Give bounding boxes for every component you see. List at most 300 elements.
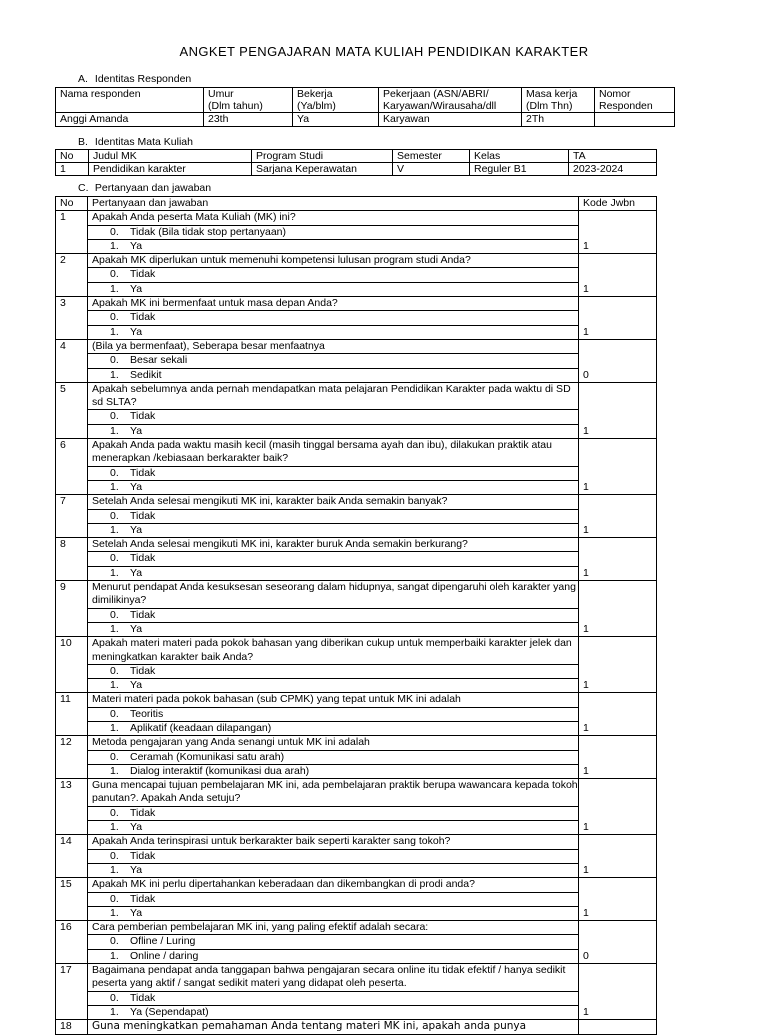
section-c-letter: C. [78, 182, 89, 194]
section-b-heading [78, 136, 193, 148]
option-no-cell [56, 892, 88, 906]
option-number: 0. [110, 354, 119, 367]
option-cell [88, 424, 579, 438]
option-label: Ya [130, 863, 143, 876]
option-label: Ya [130, 424, 143, 437]
question-number: 17 [56, 964, 88, 992]
option-number: 1. [110, 1005, 119, 1018]
option-number: 0. [110, 552, 119, 565]
answer-code-cell [579, 1020, 657, 1034]
option-cell [88, 849, 579, 863]
answer-code: 1 [583, 480, 589, 493]
option-no-cell [56, 906, 88, 920]
option-no-cell [56, 424, 88, 438]
question-text: Setelah Anda selesai mengikuti MK ini, karakter baik Anda semakin banyak? [88, 495, 579, 509]
header-pertanyaan: Pertanyaan dan jawaban [88, 197, 579, 211]
option-number: 0. [110, 806, 119, 819]
section-a-heading [78, 73, 191, 85]
option-cell [88, 863, 579, 877]
option-label: Tidak (Bila tidak stop pertanyaan) [130, 225, 287, 238]
answer-code-cell [579, 254, 657, 297]
option-number: 1. [110, 906, 119, 919]
answer-code-cell [579, 736, 657, 779]
question-number: 14 [56, 835, 88, 849]
question-text: Materi materi pada pokok bahasan (sub CPMK) yang tepat untuk MK ini adalah [88, 693, 579, 707]
option-row [56, 906, 657, 920]
header-no: No [56, 197, 88, 211]
question-text: Menurut pendapat Anda kesuksesan seseorang dalam hidupnya, sangat dipengaruhi oleh karakter yang dimilikinya? [88, 581, 579, 609]
header-pekerjaan: Pekerjaan (ASN/ABRI/ Karyawan/Wirausaha/dll [379, 88, 522, 113]
option-number: 0. [110, 849, 119, 862]
question-row [56, 382, 657, 410]
respondent-table [55, 87, 675, 127]
option-row [56, 325, 657, 339]
option-label: Ya [130, 821, 143, 834]
option-cell [88, 509, 579, 523]
answer-code: 1 [583, 523, 589, 536]
option-row [56, 410, 657, 424]
option-no-cell [56, 566, 88, 580]
option-number: 1. [110, 679, 119, 692]
option-number: 0. [110, 664, 119, 677]
option-label: Ya [130, 679, 143, 692]
question-number: 3 [56, 297, 88, 311]
question-text: Guna mencapai tujuan pembelajaran MK ini, ada pembelajaran praktik berupa wawancara kepada tokoh panutan?. Apakah Anda setuju? [88, 779, 579, 807]
question-number: 11 [56, 693, 88, 707]
option-cell [88, 368, 579, 382]
answer-code: 1 [583, 821, 589, 834]
answer-code-cell [579, 339, 657, 382]
option-label: Besar sekali [130, 354, 188, 367]
header-nomor-responden: Nomor Responden [595, 88, 675, 113]
option-row [56, 764, 657, 778]
question-text: Metoda pengajaran yang Anda senangi untuk MK ini adalah [88, 736, 579, 750]
header-judul-mk: Judul MK [89, 150, 252, 163]
option-cell [88, 282, 579, 296]
option-label: Ya [130, 566, 143, 579]
answer-code-cell [579, 297, 657, 340]
option-row [56, 863, 657, 877]
question-text: Apakah MK ini perlu dipertahankan keberadaan dan dikembangkan di prodi anda? [88, 878, 579, 892]
question-text: Apakah Anda pada waktu masih kecil (masih tinggal bersama ayah dan ibu), dilakukan praktik atau menerapkan /kebiasaan berkarakter baik? [88, 439, 579, 467]
answer-code-cell [579, 495, 657, 538]
option-number: 1. [110, 239, 119, 252]
respondent-data-row [56, 113, 675, 127]
option-row [56, 354, 657, 368]
option-cell [88, 750, 579, 764]
question-row [56, 439, 657, 467]
answer-code-cell [579, 693, 657, 736]
option-row [56, 311, 657, 325]
option-number: 0. [110, 892, 119, 905]
option-row [56, 239, 657, 253]
answer-code: 1 [583, 906, 589, 919]
option-label: Tidak [130, 608, 156, 621]
option-cell [88, 764, 579, 778]
question-number: 1 [56, 211, 88, 225]
option-number: 1. [110, 523, 119, 536]
question-row [56, 581, 657, 609]
option-no-cell [56, 949, 88, 963]
option-cell [88, 906, 579, 920]
option-cell [88, 225, 579, 239]
answer-code: 1 [583, 566, 589, 579]
option-row [56, 466, 657, 480]
question-number: 6 [56, 439, 88, 467]
option-no-cell [56, 509, 88, 523]
option-number: 1. [110, 721, 119, 734]
option-no-cell [56, 849, 88, 863]
option-number: 1. [110, 368, 119, 381]
answer-code: 1 [583, 282, 589, 295]
option-no-cell [56, 764, 88, 778]
option-no-cell [56, 268, 88, 282]
section-a-letter: A. [78, 73, 88, 85]
option-label: Ya [130, 282, 143, 295]
question-text: Apakah Anda terinspirasi untuk berkarakter baik seperti karakter sang tokoh? [88, 835, 579, 849]
option-no-cell [56, 239, 88, 253]
option-label: Ya [130, 239, 143, 252]
question-text: Guna meningkatkan pemahaman Anda tentang materi MK ini, apakah anda punya [88, 1020, 579, 1034]
option-row [56, 721, 657, 735]
answer-code-cell [579, 921, 657, 964]
respondent-header-row [56, 88, 675, 113]
option-number: 0. [110, 608, 119, 621]
option-no-cell [56, 991, 88, 1005]
option-label: Ya [130, 480, 143, 493]
question-row [56, 736, 657, 750]
option-label: Tidak [130, 466, 156, 479]
option-label: Aplikatif (keadaan dilapangan) [130, 721, 272, 734]
option-cell [88, 949, 579, 963]
option-cell [88, 608, 579, 622]
option-no-cell [56, 707, 88, 721]
option-row [56, 268, 657, 282]
section-c-heading [78, 182, 211, 194]
cell-nama: Anggi Amanda [56, 113, 204, 127]
option-no-cell [56, 311, 88, 325]
option-row [56, 566, 657, 580]
option-no-cell [56, 608, 88, 622]
option-row [56, 523, 657, 537]
option-no-cell [56, 466, 88, 480]
questions-body [56, 211, 657, 1034]
answer-code-cell [579, 637, 657, 693]
question-number: 12 [56, 736, 88, 750]
answer-code: 1 [583, 1005, 589, 1018]
option-no-cell [56, 282, 88, 296]
option-label: Tidak [130, 806, 156, 819]
option-number: 1. [110, 566, 119, 579]
section-b-title: Identitas Mata Kuliah [94, 136, 193, 148]
option-cell [88, 566, 579, 580]
option-number: 0. [110, 750, 119, 763]
questions-header-row [56, 197, 657, 211]
option-row [56, 368, 657, 382]
option-label: Tidak [130, 410, 156, 423]
option-number: 1. [110, 325, 119, 338]
option-number: 0. [110, 268, 119, 281]
option-label: Ya [130, 622, 143, 635]
option-no-cell [56, 664, 88, 678]
question-number: 2 [56, 254, 88, 268]
questions-table [55, 196, 657, 1035]
option-no-cell [56, 622, 88, 636]
question-number: 7 [56, 495, 88, 509]
cell-no: 1 [56, 163, 89, 176]
header-semester: Semester [393, 150, 470, 163]
answer-code-cell [579, 211, 657, 254]
question-row [56, 921, 657, 935]
option-number: 1. [110, 424, 119, 437]
section-a-title: Identitas Responden [94, 73, 192, 85]
answer-code: 0 [583, 368, 589, 381]
option-no-cell [56, 480, 88, 494]
question-row [56, 495, 657, 509]
option-row [56, 750, 657, 764]
option-label: Ya [130, 325, 143, 338]
header-program-studi: Program Studi [252, 150, 393, 163]
option-label: Tidak [130, 268, 156, 281]
question-row [56, 211, 657, 225]
cell-judul-mk: Pendidikan karakter [89, 163, 252, 176]
option-cell [88, 354, 579, 368]
option-no-cell [56, 1005, 88, 1019]
option-row [56, 991, 657, 1005]
option-label: Online / daring [130, 949, 199, 962]
option-number: 0. [110, 707, 119, 720]
option-label: Dialog interaktif (komunikasi dua arah) [130, 764, 310, 777]
header-umur: Umur (Dlm tahun) [204, 88, 293, 113]
answer-code: 1 [583, 679, 589, 692]
section-c-title: Pertanyaan dan jawaban [94, 182, 212, 194]
section-b-letter: B. [78, 136, 88, 148]
option-no-cell [56, 863, 88, 877]
option-cell [88, 707, 579, 721]
cell-semester: V [393, 163, 470, 176]
cell-program-studi: Sarjana Keperawatan [252, 163, 393, 176]
question-text: Apakah Anda peserta Mata Kuliah (MK) ini? [88, 211, 579, 225]
option-label: Ya [130, 906, 143, 919]
option-number: 1. [110, 480, 119, 493]
option-cell [88, 523, 579, 537]
option-cell [88, 721, 579, 735]
cell-nomor-responden [595, 113, 675, 127]
question-text: Apakah MK ini bermenfaat untuk masa depan Anda? [88, 297, 579, 311]
question-row [56, 637, 657, 665]
option-label: Tidak [130, 849, 156, 862]
answer-code-cell [579, 878, 657, 921]
option-number: 1. [110, 863, 119, 876]
cell-pekerjaan: Karyawan [379, 113, 522, 127]
option-label: Ceramah (Komunikasi satu arah) [130, 750, 285, 763]
option-cell [88, 466, 579, 480]
answer-code: 1 [583, 424, 589, 437]
question-row [56, 1020, 657, 1034]
header-kode-jwbn: Kode Jwbn [579, 197, 657, 211]
header-no: No [56, 150, 89, 163]
question-number: 8 [56, 538, 88, 552]
option-row [56, 806, 657, 820]
option-label: Sedikit [130, 368, 162, 381]
option-label: Tidak [130, 892, 156, 905]
option-no-cell [56, 679, 88, 693]
question-row [56, 779, 657, 807]
option-number: 0. [110, 509, 119, 522]
option-cell [88, 806, 579, 820]
answer-code-cell [579, 439, 657, 495]
question-text: Cara pemberian pembelajaran MK ini, yang paling efektif adalah secara: [88, 921, 579, 935]
option-cell [88, 325, 579, 339]
option-row [56, 707, 657, 721]
option-cell [88, 991, 579, 1005]
option-cell [88, 821, 579, 835]
answer-code-cell [579, 835, 657, 878]
option-row [56, 821, 657, 835]
option-no-cell [56, 935, 88, 949]
option-no-cell [56, 806, 88, 820]
option-row [56, 664, 657, 678]
answer-code: 1 [583, 863, 589, 876]
option-cell [88, 892, 579, 906]
option-no-cell [56, 721, 88, 735]
question-row [56, 538, 657, 552]
option-row [56, 424, 657, 438]
question-number: 10 [56, 637, 88, 665]
answer-code: 0 [583, 949, 589, 962]
option-row [56, 679, 657, 693]
option-number: 1. [110, 949, 119, 962]
header-ta: TA [569, 150, 657, 163]
option-no-cell [56, 325, 88, 339]
option-number: 0. [110, 311, 119, 324]
answer-code: 1 [583, 764, 589, 777]
option-no-cell [56, 410, 88, 424]
option-label: Tidak [130, 664, 156, 677]
header-kelas: Kelas [470, 150, 569, 163]
course-table [55, 149, 657, 176]
option-cell [88, 410, 579, 424]
answer-code: 1 [583, 325, 589, 338]
option-cell [88, 679, 579, 693]
question-text: Bagaimana pendapat anda tanggapan bahwa pengajaran secara online itu tidak efektif / hanya sedikit peserta yang aktif / sangat sedikit materi yang didapat oleh peserta. [88, 964, 579, 992]
option-label: Ofline / Luring [130, 935, 196, 948]
option-cell [88, 552, 579, 566]
question-number: 13 [56, 779, 88, 807]
option-cell [88, 268, 579, 282]
option-number: 1. [110, 282, 119, 295]
option-cell [88, 935, 579, 949]
question-row [56, 297, 657, 311]
header-nama: Nama responden [56, 88, 204, 113]
option-cell [88, 239, 579, 253]
answer-code-cell [579, 964, 657, 1020]
page-title: ANGKET PENGAJARAN MATA KULIAH PENDIDIKAN KARAKTER [179, 44, 589, 59]
answer-code-cell [579, 581, 657, 637]
option-no-cell [56, 368, 88, 382]
option-number: 0. [110, 225, 119, 238]
question-number: 4 [56, 339, 88, 353]
question-row [56, 835, 657, 849]
answer-code-cell [579, 538, 657, 581]
option-number: 0. [110, 410, 119, 423]
question-row [56, 964, 657, 992]
option-label: Ya (Sependapat) [130, 1005, 209, 1018]
option-row [56, 849, 657, 863]
option-row [56, 1005, 657, 1019]
option-number: 1. [110, 622, 119, 635]
question-number: 9 [56, 581, 88, 609]
answer-code: 1 [583, 239, 589, 252]
question-row [56, 693, 657, 707]
option-row [56, 949, 657, 963]
question-text: Apakah sebelumnya anda pernah mendapatkan mata pelajaran Pendidikan Karakter pada waktu di SD sd SLTA? [88, 382, 579, 410]
option-label: Ya [130, 523, 143, 536]
option-no-cell [56, 552, 88, 566]
option-number: 1. [110, 821, 119, 834]
cell-kelas: Reguler B1 [470, 163, 569, 176]
option-number: 0. [110, 466, 119, 479]
option-number: 1. [110, 764, 119, 777]
option-number: 0. [110, 991, 119, 1004]
option-cell [88, 664, 579, 678]
cell-umur: 23th [204, 113, 293, 127]
option-no-cell [56, 225, 88, 239]
option-row [56, 480, 657, 494]
option-row [56, 935, 657, 949]
course-header-row [56, 150, 657, 163]
option-number: 0. [110, 935, 119, 948]
answer-code: 1 [583, 721, 589, 734]
option-row [56, 892, 657, 906]
cell-ta: 2023-2024 [569, 163, 657, 176]
cell-masa-kerja: 2Th [522, 113, 595, 127]
option-no-cell [56, 821, 88, 835]
question-row [56, 878, 657, 892]
question-text: Setelah Anda selesai mengikuti MK ini, karakter buruk Anda semakin berkurang? [88, 538, 579, 552]
option-cell [88, 1005, 579, 1019]
option-row [56, 509, 657, 523]
option-cell [88, 622, 579, 636]
option-row [56, 225, 657, 239]
question-number: 16 [56, 921, 88, 935]
question-row [56, 254, 657, 268]
question-row [56, 339, 657, 353]
option-no-cell [56, 354, 88, 368]
answer-code: 1 [583, 622, 589, 635]
cell-bekerja: Ya [293, 113, 379, 127]
course-data-row [56, 163, 657, 176]
question-number: 18 [56, 1020, 88, 1034]
option-cell [88, 311, 579, 325]
question-text: Apakah materi materi pada pokok bahasan yang diberikan cukup untuk memperbaiki karakter jelek dan meningkatkan karakter baik Anda? [88, 637, 579, 665]
question-text: (Bila ya bermenfaat), Seberapa besar menfaatnya [88, 339, 579, 353]
option-label: Tidak [130, 311, 156, 324]
option-row [56, 622, 657, 636]
option-label: Tidak [130, 991, 156, 1004]
option-cell [88, 480, 579, 494]
option-label: Teoritis [130, 707, 164, 720]
answer-code-cell [579, 779, 657, 835]
header-masa-kerja: Masa kerja (Dlm Thn) [522, 88, 595, 113]
option-row [56, 282, 657, 296]
question-text: Apakah MK diperlukan untuk memenuhi kompetensi lulusan program studi Anda? [88, 254, 579, 268]
option-row [56, 552, 657, 566]
question-number: 5 [56, 382, 88, 410]
option-row [56, 608, 657, 622]
header-bekerja: Bekerja (Ya/blm) [293, 88, 379, 113]
option-no-cell [56, 750, 88, 764]
